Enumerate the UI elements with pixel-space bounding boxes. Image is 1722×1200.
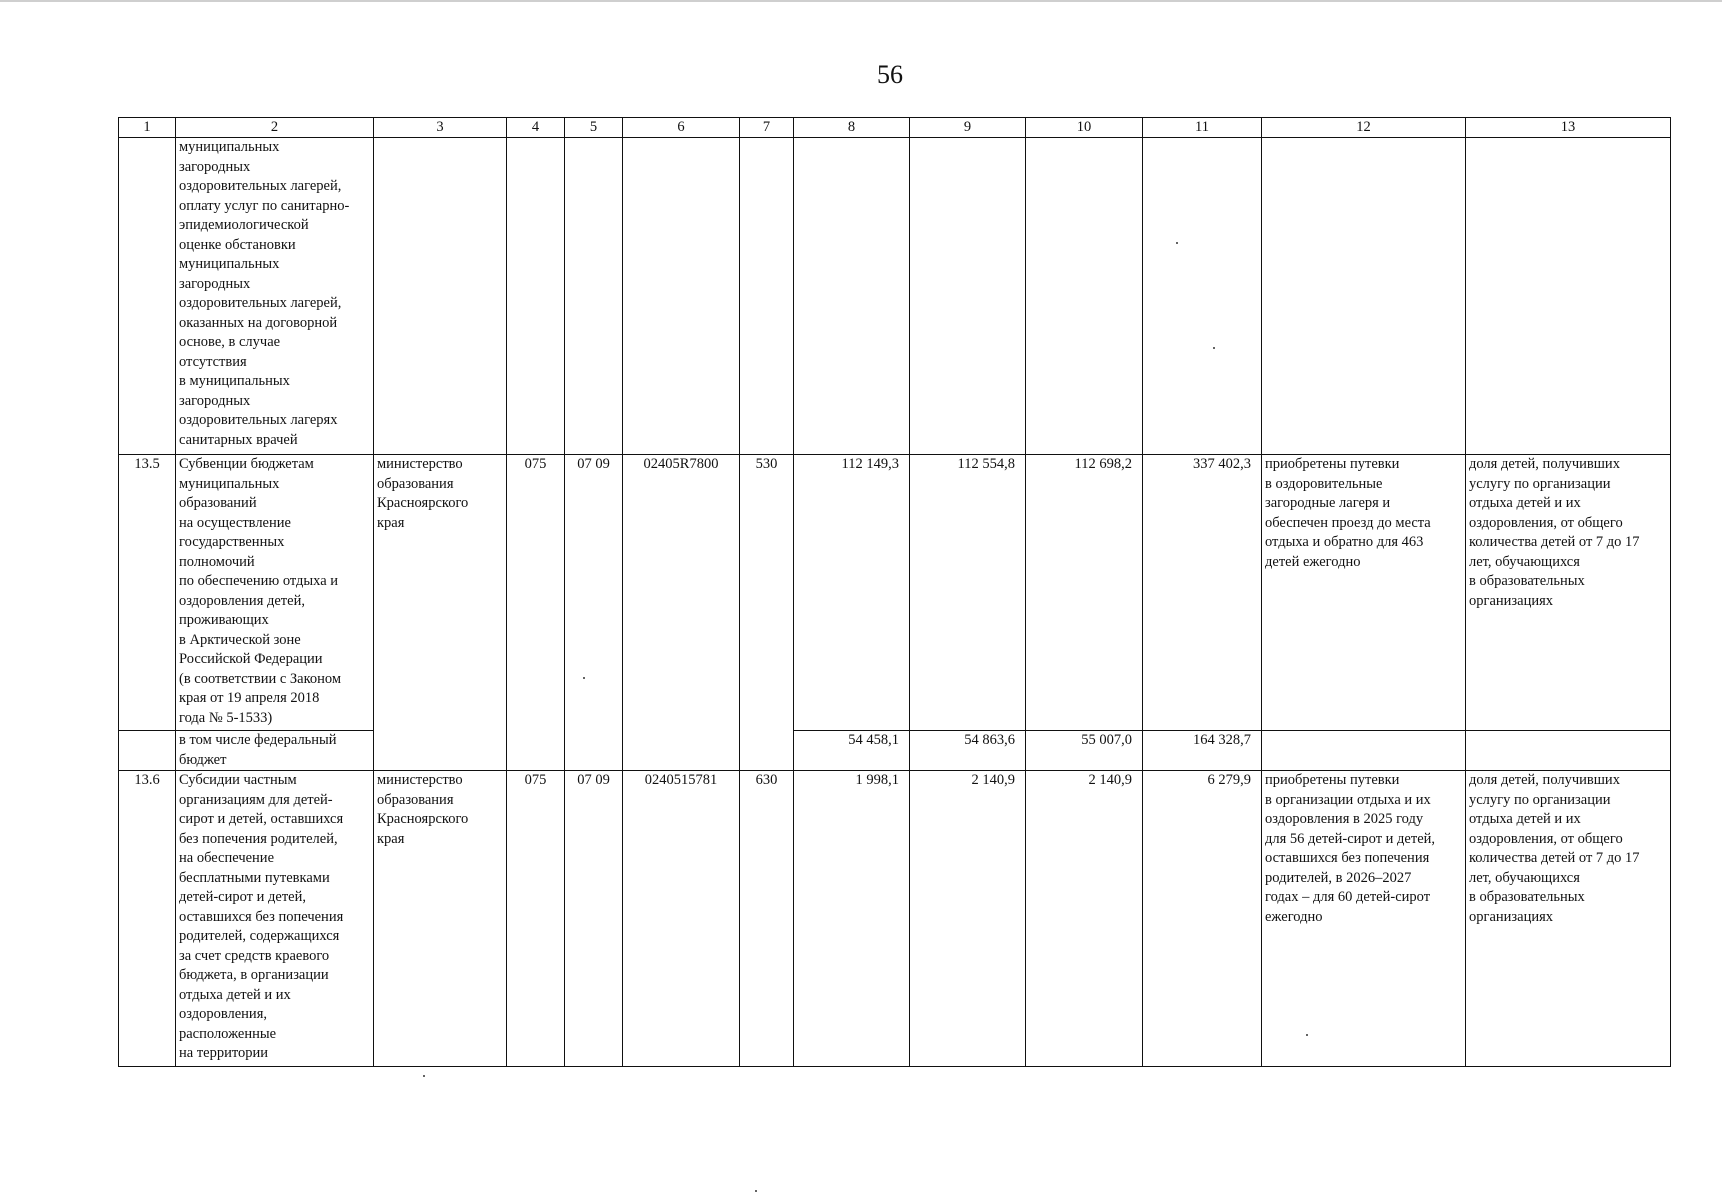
cell-vr: 530 bbox=[740, 455, 794, 771]
cell-2027: 2 140,9 bbox=[1026, 771, 1143, 1067]
cell-indicator: доля детей, получивших услугу по организации отдыха детей и их оздоровления, от общего количества детей от 7 до 17 лет, обучающихся в образовательных организациях bbox=[1466, 455, 1671, 731]
cell-indicator bbox=[1466, 138, 1671, 455]
scan-top-edge bbox=[0, 0, 1722, 2]
col-header-11: 11 bbox=[1143, 118, 1262, 138]
col-header-3: 3 bbox=[374, 118, 507, 138]
cell-description: в том числе федеральный бюджет bbox=[176, 731, 374, 771]
page-number: 56 bbox=[877, 60, 903, 89]
cell-2027: 55 007,0 bbox=[1026, 731, 1143, 771]
scan-speck bbox=[1176, 242, 1178, 244]
cell-indicator: доля детей, получивших услугу по организации отдыха детей и их оздоровления, от общего количества детей от 7 до 17 лет, обучающихся в образовательных организациях bbox=[1466, 771, 1671, 1067]
cell-vr: 630 bbox=[740, 771, 794, 1067]
cell-indicator bbox=[1466, 731, 1671, 771]
cell-num: 13.5 bbox=[119, 455, 176, 731]
budget-table bbox=[118, 117, 1671, 1067]
cell-2025: 112 149,3 bbox=[794, 455, 910, 731]
cell-csr: 02405R7800 bbox=[623, 455, 740, 771]
scan-speck bbox=[583, 677, 585, 679]
cell-num bbox=[119, 731, 176, 771]
cell-2027: 112 698,2 bbox=[1026, 455, 1143, 731]
cell-result: приобретены путевки в оздоровительные загородные лагеря и обеспечен проезд до места отдыха и обратно для 463 детей ежегодно bbox=[1262, 455, 1466, 731]
cell-2025 bbox=[794, 138, 910, 455]
cell-2025: 54 458,1 bbox=[794, 731, 910, 771]
scan-speck bbox=[755, 1190, 757, 1192]
cell-total bbox=[1143, 138, 1262, 455]
cell-result: приобретены путевки в организации отдыха и их оздоровления в 2025 году для 56 детей-сирот и детей, оставшихся без попечения родителей, в 2026–2027 годах – для 60 детей-сирот ежегодно bbox=[1262, 771, 1466, 1067]
scan-speck bbox=[1213, 347, 1215, 349]
cell-csr bbox=[623, 138, 740, 455]
cell-description: муниципальных загородных оздоровительных лагерей, оплату услуг по санитарно- эпидемиологической оценке обстановки муниципальных загородных оздоровительных лагерей, оказанных на договорной основе, в случае отсутствия в муниципальных загородных оздоровительных лагерях санитарных врачей bbox=[176, 138, 374, 455]
table-row-13-5 bbox=[119, 455, 1671, 731]
cell-grbs: 075 bbox=[507, 455, 565, 771]
cell-grbs: 075 bbox=[507, 771, 565, 1067]
cell-2026: 2 140,9 bbox=[910, 771, 1026, 1067]
col-header-2: 2 bbox=[176, 118, 374, 138]
cell-description: Субвенции бюджетам муниципальных образований на осуществление государственных полномочий по обеспечению отдыха и оздоровления детей, проживающих в Арктической зоне Российской Федерации (в соответствии с Законом края от 19 апреля 2018 года № 5-1533) bbox=[176, 455, 374, 731]
cell-result bbox=[1262, 731, 1466, 771]
cell-2026: 112 554,8 bbox=[910, 455, 1026, 731]
cell-rzpr: 07 09 bbox=[565, 455, 623, 771]
col-header-4: 4 bbox=[507, 118, 565, 138]
cell-executor: министерство образования Красноярского края bbox=[374, 455, 507, 771]
col-header-13: 13 bbox=[1466, 118, 1671, 138]
cell-grbs bbox=[507, 138, 565, 455]
cell-executor: министерство образования Красноярского края bbox=[374, 771, 507, 1067]
table-row-continuation bbox=[119, 138, 1671, 455]
table-row-13-5-federal bbox=[119, 731, 1671, 771]
cell-total: 337 402,3 bbox=[1143, 455, 1262, 731]
cell-executor bbox=[374, 138, 507, 455]
cell-result bbox=[1262, 138, 1466, 455]
cell-num: 13.6 bbox=[119, 771, 176, 1067]
column-number-row bbox=[119, 118, 1671, 138]
col-header-9: 9 bbox=[910, 118, 1026, 138]
cell-2027 bbox=[1026, 138, 1143, 455]
cell-vr bbox=[740, 138, 794, 455]
cell-rzpr bbox=[565, 138, 623, 455]
table-row-13-6 bbox=[119, 771, 1671, 1067]
scan-speck bbox=[423, 1075, 425, 1077]
cell-csr: 0240515781 bbox=[623, 771, 740, 1067]
cell-total: 164 328,7 bbox=[1143, 731, 1262, 771]
col-header-7: 7 bbox=[740, 118, 794, 138]
cell-2026: 54 863,6 bbox=[910, 731, 1026, 771]
cell-2026 bbox=[910, 138, 1026, 455]
cell-total: 6 279,9 bbox=[1143, 771, 1262, 1067]
col-header-8: 8 bbox=[794, 118, 910, 138]
col-header-6: 6 bbox=[623, 118, 740, 138]
col-header-12: 12 bbox=[1262, 118, 1466, 138]
cell-num bbox=[119, 138, 176, 455]
col-header-5: 5 bbox=[565, 118, 623, 138]
cell-2025: 1 998,1 bbox=[794, 771, 910, 1067]
cell-description: Субсидии частным организациям для детей- сирот и детей, оставшихся без попечения родителей, на обеспечение бесплатными путевками детей-сирот и детей, оставшихся без попечения родителей, содержащихся за счет средств краевого бюджета, в организации отдыха детей и их оздоровления, расположенные на территории bbox=[176, 771, 374, 1067]
col-header-1: 1 bbox=[119, 118, 176, 138]
col-header-10: 10 bbox=[1026, 118, 1143, 138]
scan-speck bbox=[1306, 1034, 1308, 1036]
cell-rzpr: 07 09 bbox=[565, 771, 623, 1067]
